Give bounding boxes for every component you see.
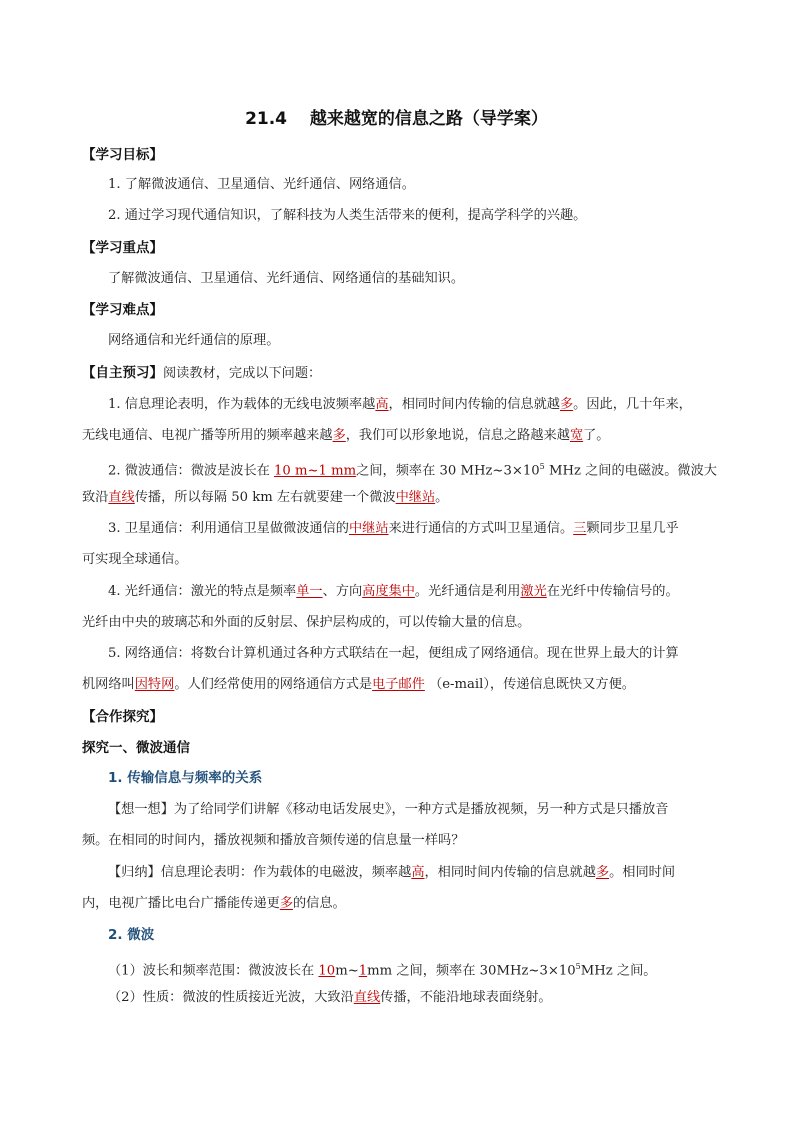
preview-p3-line1: 3. 卫星通信：利用通信卫星做微波通信的中继站来进行通信的方式叫卫星通信。三颗同步卫星几乎 — [108, 521, 679, 536]
answer-blank: 多 — [559, 397, 574, 412]
answer-blank: 10 m~1 mm — [274, 463, 357, 479]
goal-item-2: 2. 通过学习现代通信知识，了解科技为人类生活带来的便利，提高学科学的兴趣。 — [108, 208, 587, 223]
answer-blank: 电子邮件 — [372, 677, 425, 692]
answer-blank: 宽 — [569, 428, 584, 443]
nature-line: （2）性质：微波的性质接近光波，大致沿直线传播，不能沿地球表面绕射。 — [108, 990, 552, 1005]
preview-p4-line2: 光纤由中央的玻璃芯和外面的反射层、保护层构成的，可以传输大量的信息。 — [82, 615, 531, 630]
summary-line2: 内，电视广播比电台广播能传递更多的信息。 — [82, 896, 346, 911]
preview-intro: 阅读教材，完成以下问题： — [163, 366, 322, 381]
answer-blank: 多 — [279, 896, 293, 911]
answer-blank: 高 — [375, 397, 389, 412]
key-points-heading: 【学习重点】 — [82, 240, 163, 256]
preview-p5-line2: 机网络叫因特网。人们经常使用的网络通信方式是电子邮件 （e-mail），传递信息既快又方便。 — [82, 677, 635, 692]
explore-1-heading: 探究一、微波通信 — [82, 740, 190, 756]
preview-p2-line1: 2. 微波通信：微波是波长在 10 m~1 mm之间，频率在 30 $MHz\sim 3\times 10^5$ MHz 之间的电磁波。微波大 — [108, 462, 717, 479]
answer-blank: 单一 — [296, 584, 323, 599]
answer-blank: 因特网 — [134, 677, 175, 692]
think-line1: 【想一想】为了给同学们讲解《移动电话发展史》，一种方式是播放视频，另一种方式是只播放音 — [108, 802, 669, 817]
answer-blank: 高 — [411, 865, 425, 880]
goals-heading: 【学习目标】 — [82, 147, 163, 163]
subsection-1-heading: 1. 传输信息与频率的关系 — [108, 770, 263, 786]
cooperate-heading: 【合作探究】 — [82, 709, 163, 725]
summary-line1: 【归纳】信息理论表明：作为载体的电磁波，频率越高，相同时间内传输的信息就越多。相同时间 — [108, 865, 676, 880]
difficulties-text: 网络通信和光纤通信的原理。 — [108, 333, 280, 348]
think-line2: 频。在相同的时间内，播放视频和播放音频传递的信息量一样吗？ — [82, 833, 465, 848]
goal-item-1: 1. 了解微波通信、卫星通信、光纤通信、网络通信。 — [108, 177, 415, 192]
answer-blank: 多 — [332, 428, 346, 443]
answer-blank: 激光 — [520, 584, 547, 599]
answer-blank: 1 — [358, 963, 368, 979]
preview-p1-line2: 无线电通信、电视广播等所用的频率越来越多，我们可以形象地说，信息之路越来越宽了。 — [82, 428, 610, 443]
answer-blank: 中继站 — [348, 521, 389, 536]
subsection-2-heading: 2. 微波 — [108, 927, 155, 943]
preview-heading: 【自主预习】 — [82, 365, 163, 381]
answer-blank: 高度集中 — [362, 584, 415, 599]
preview-p3-line2: 可实现全球通信。 — [82, 552, 188, 567]
preview-line — [82, 363, 714, 384]
answer-blank: 直线 — [353, 990, 381, 1005]
answer-blank: 中继站 — [395, 490, 436, 505]
answer-blank: 10 — [318, 963, 336, 979]
range-line: （1）波长和频率范围：微波波长在 10m~1mm 之间，频率在 $30MHz\sim 3\times 10^5MHz$ 之间。 — [108, 962, 657, 979]
preview-p4-line1: 4. 光纤通信：激光的特点是频率单一、方向高度集中。光纤通信是利用激光在光纤中传输信号的。 — [108, 584, 679, 599]
page-title: 21.4 越来越宽的信息之路（导学案） — [245, 109, 548, 129]
answer-blank: 多 — [595, 865, 610, 880]
answer-blank: 三 — [573, 521, 587, 536]
answer-blank: 直线 — [108, 490, 135, 505]
preview-p5-line1: 5. 网络通信：将数台计算机通过各种方式联结在一起，便组成了网络通信。现在世界上最大的计算 — [108, 646, 679, 661]
key-points-text: 了解微波通信、卫星通信、光纤通信、网络通信的基础知识。 — [108, 271, 465, 286]
preview-p2-line2: 致沿直线传播，所以每隔 50 km 左右就要建一个微波中继站。 — [82, 490, 449, 505]
preview-p1-line1: 1. 信息理论表明，作为载体的无线电波频率越高，相同时间内传输的信息就越多。因此，几十年来， — [108, 397, 692, 412]
difficulties-heading: 【学习难点】 — [82, 302, 163, 318]
